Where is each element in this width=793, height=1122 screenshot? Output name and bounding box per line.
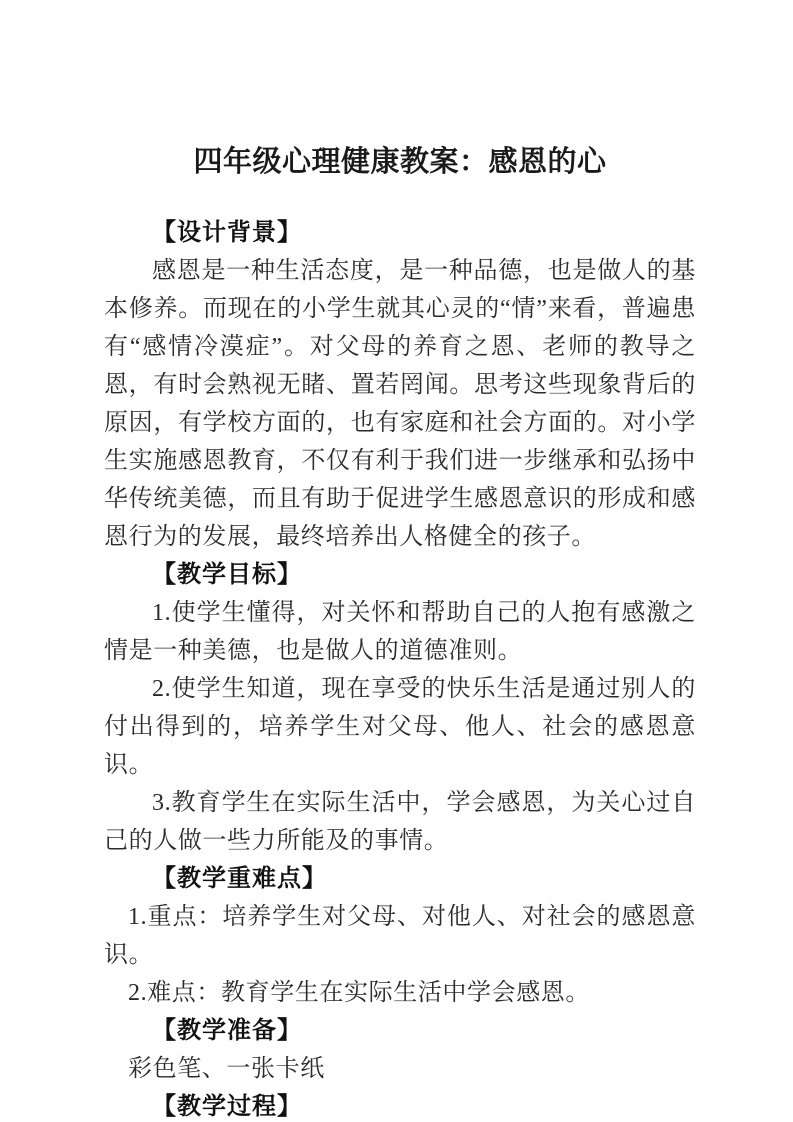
objective-item-1: 1.使学生懂得，对关怀和帮助自己的人抱有感激之情是一种美德，也是做人的道德准则。 [104, 600, 696, 664]
preparation-materials: 彩色笔、一张卡纸 [128, 1056, 325, 1082]
section-heading-teaching-objectives: 【教学目标】 [152, 562, 302, 588]
section-heading-teaching-preparation: 【教学准备】 [152, 1018, 302, 1044]
paragraph-design-background-body: 感恩是一种生活态度，是一种品德，也是做人的基本修养。而现在的小学生就其心灵的“情”来看，普遍患有“感情冷漠症”。对父母的养育之恩、老师的教导之恩，有时会熟视无睹、置若罔闻。思考这些现象背后的原因，有学校方面的，也有家庭和社会方面的。对小学生实施感恩教育，不仅有利于我们进一步继承和弘扬中华传统美德，而且有助于促进学生感恩意识的形成和感恩行为的发展，最终培养出人格健全的孩子。 [104, 258, 696, 550]
section-heading-design-background: 【设计背景】 [152, 220, 302, 246]
document-text-column [104, 140, 696, 1122]
objective-item-2: 2.使学生知道，现在享受的快乐生活是通过别人的付出得到的，培养学生对父母、他人、社会的感恩意识。 [104, 676, 696, 778]
key-point-item-1: 1.重点：培养学生对父母、对他人、对社会的感恩意识。 [104, 904, 696, 968]
document-content [104, 214, 696, 1122]
section-heading-teaching-process: 【教学过程】 [152, 1094, 302, 1120]
objective-item-3: 3.教育学生在实际生活中，学会感恩，为关心过自己的人做一些力所能及的事情。 [104, 790, 696, 854]
page-title: 四年级心理健康教案：感恩的心 [193, 146, 607, 178]
key-point-item-2: 2.难点：教育学生在实际生活中学会感恩。 [128, 980, 590, 1006]
section-heading-key-difficult-points: 【教学重难点】 [152, 866, 327, 892]
